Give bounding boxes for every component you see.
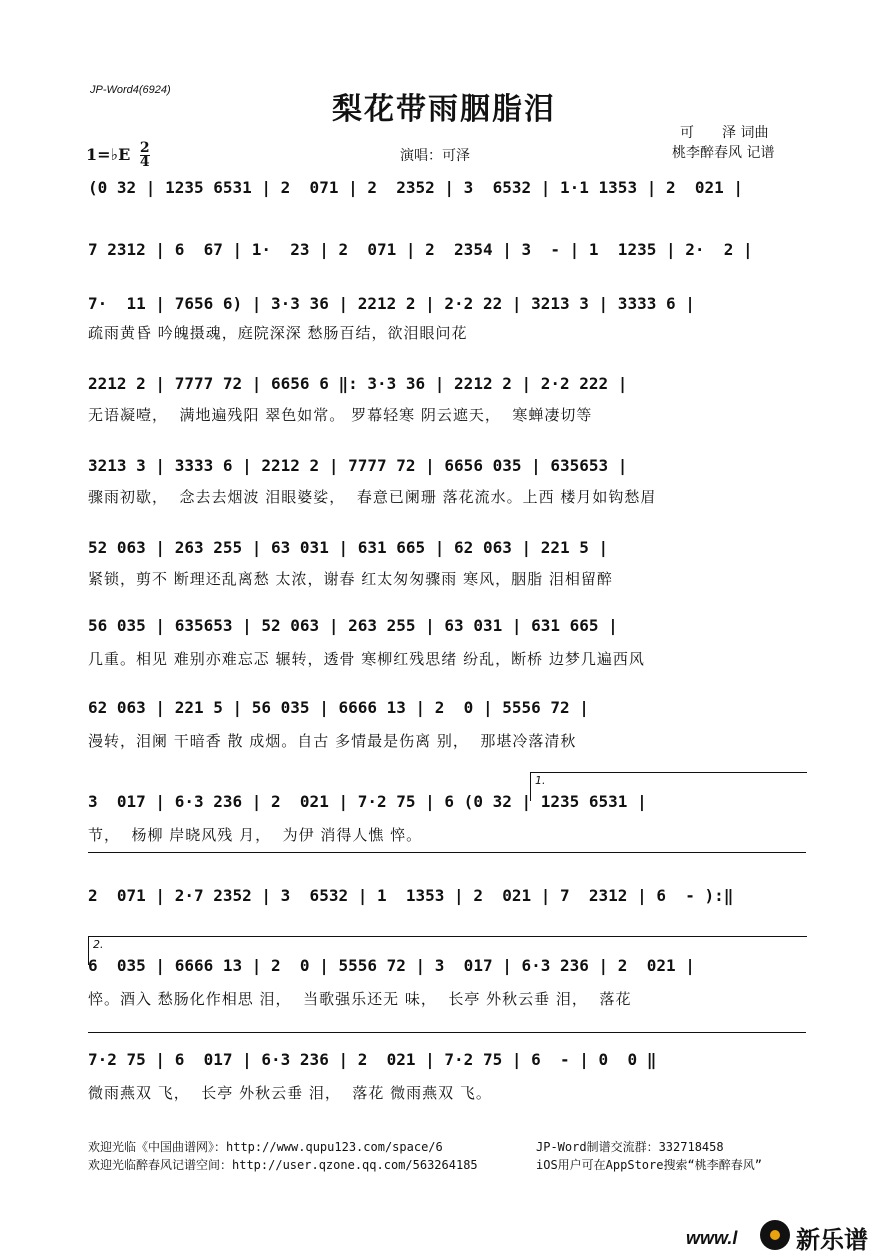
page-title: 梨花带雨胭脂泪 bbox=[332, 92, 556, 127]
score-notes-3: 7· 11 | 7656 6) | 3·3 36 | 2212 2 | 2·2 22 | 3213 3 | 3333 6 | bbox=[88, 294, 695, 313]
score-notes-8: 62 063 | 221 5 | 56 035 | 6666 13 | 2 0 | 5556 72 | bbox=[88, 698, 589, 717]
score-notes-6: 52 063 | 263 255 | 63 031 | 631 665 | 62 063 | 221 5 | bbox=[88, 538, 609, 557]
score-lyrics-5: 骤雨初歇， 念去去烟波 泪眼婆娑， 春意已阑珊 落花流水。上西 楼月如钩愁眉 bbox=[88, 488, 657, 506]
footer-link-qupu[interactable]: 欢迎光临《中国曲谱网》：http://www.qupu123.com/space/6 bbox=[88, 1140, 443, 1154]
score-lyrics-9: 节， 杨柳 岸晓风残 月， 为伊 消得人憔 悴。 bbox=[88, 826, 423, 844]
time-top: 2 bbox=[139, 140, 150, 156]
score-notes-10: 2 071 | 2·7 2352 | 3 6532 | 1 1353 | 2 021 | 7 2312 | 6 - ):‖ bbox=[88, 886, 734, 905]
score-lyrics-12: 微雨燕双 飞， 长亭 外秋云垂 泪， 落花 微雨燕双 飞。 bbox=[88, 1084, 492, 1102]
footer-link-qzone[interactable]: 欢迎光临醉春风记谱空间：http://user.qzone.qq.com/563264185 bbox=[88, 1158, 478, 1172]
score-notes-4: 2212 2 | 7777 72 | 6656 6 ‖: 3·3 36 | 2212 2 | 2·2 222 | bbox=[88, 374, 628, 393]
watermark-brand: 新乐谱 bbox=[796, 1226, 868, 1254]
score-notes-12: 7·2 75 | 6 017 | 6·3 236 | 2 021 | 7·2 75 | 6 - | 0 0 ‖ bbox=[88, 1050, 657, 1069]
score-notes-9: 3 017 | 6·3 236 | 2 021 | 7·2 75 | 6 (0 32 | 1235 6531 | bbox=[88, 792, 647, 811]
score-lyrics-8: 漫转，泪阑 干暗香 散 成烟。自古 多情最是伤离 别， 那堪冷落清秋 bbox=[88, 732, 577, 750]
lyricist-composer: 可 泽 词曲 bbox=[680, 125, 769, 141]
footer-appstore-note: iOS用户可在AppStore搜索“桃李醉春风” bbox=[536, 1158, 762, 1172]
first-ending-line bbox=[88, 852, 806, 853]
first-ending-label: 1. bbox=[535, 774, 546, 787]
score-notes-2: 7 2312 | 6 67 | 1· 23 | 2 071 | 2 2354 | 3 - | 1 1235 | 2· 2 | bbox=[88, 240, 753, 259]
software-tag: JP-Word4(6924) bbox=[90, 84, 171, 96]
record-icon bbox=[760, 1220, 790, 1250]
footer-qq-group: JP-Word制谱交流群：332718458 bbox=[536, 1140, 724, 1154]
score-lyrics-11: 悴。酒入 愁肠化作相思 泪， 当歌强乐还无 味， 长亭 外秋云垂 泪， 落花 bbox=[88, 990, 632, 1008]
time-signature bbox=[140, 142, 150, 169]
score-notes-7: 56 035 | 635653 | 52 063 | 263 255 | 63 031 | 631 665 | bbox=[88, 616, 618, 635]
watermark-url: www.l bbox=[686, 1228, 738, 1248]
score-notes-5: 3213 3 | 3333 6 | 2212 2 | 7777 72 | 6656 035 | 635653 | bbox=[88, 456, 628, 475]
key-signature bbox=[86, 142, 150, 169]
transcriber: 桃李醉春风 记谱 bbox=[672, 145, 775, 161]
time-bottom: 4 bbox=[139, 154, 150, 170]
score-lyrics-6: 紧锁，剪不 断理还乱离愁 太浓，谢春 红太匆匆骤雨 寒风，胭脂 泪相留醉 bbox=[88, 570, 613, 588]
singer: 演唱：可泽 bbox=[400, 148, 470, 164]
second-ending-label: 2. bbox=[93, 938, 104, 951]
second-ending-line bbox=[88, 1032, 806, 1033]
score-lyrics-3: 疏雨黄昏 吟魄摄魂，庭院深深 愁肠百结，欲泪眼问花 bbox=[88, 324, 468, 342]
score-lyrics-4: 无语凝噎， 满地遍残阳 翠色如常。 罗幕轻寒 阴云遮天， 寒蝉凄切等 bbox=[88, 406, 593, 424]
score-notes-1: (0 32 | 1235 6531 | 2 071 | 2 2352 | 3 6532 | 1·1 1353 | 2 021 | bbox=[88, 178, 744, 197]
score-notes-11: 6 035 | 6666 13 | 2 0 | 5556 72 | 3 017 | 6·3 236 | 2 021 | bbox=[88, 956, 695, 975]
key-label: 1=♭E bbox=[86, 145, 131, 164]
score-lyrics-7: 几重。相见 难别亦难忘忑 辗转，透骨 寒柳红残思绪 纷乱，断桥 边梦几遍西风 bbox=[88, 650, 645, 668]
